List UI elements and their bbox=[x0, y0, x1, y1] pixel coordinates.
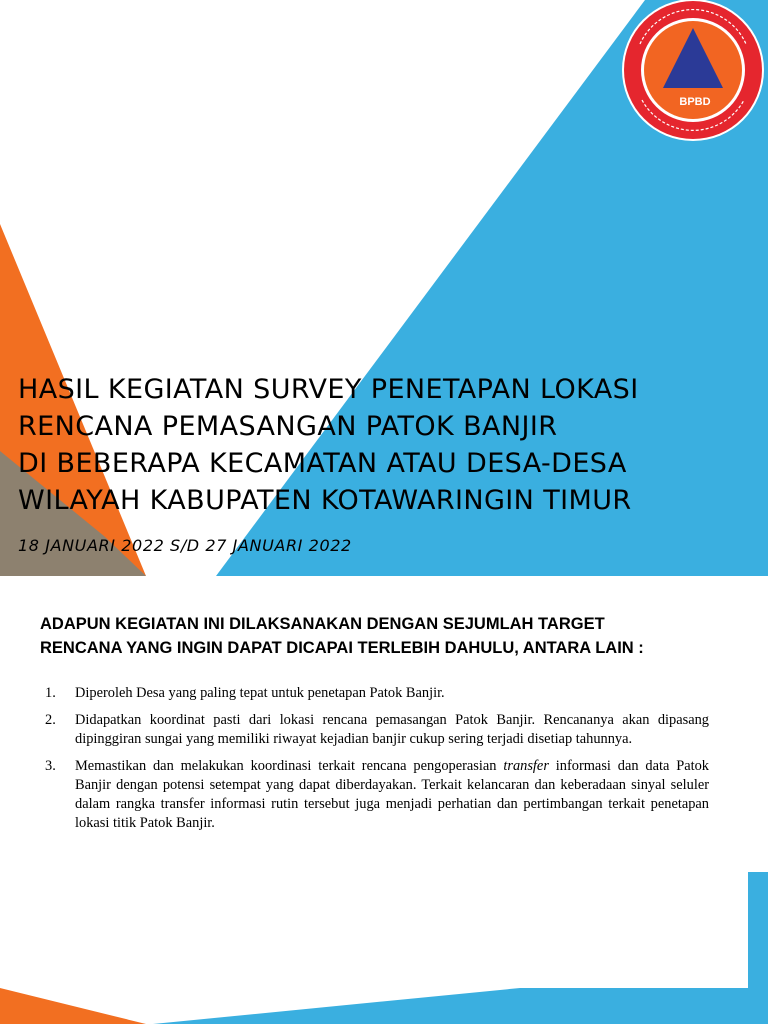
title-line: RENCANA PEMASANGAN PATOK BANJIR bbox=[18, 411, 558, 442]
bpbd-logo bbox=[620, 0, 766, 146]
item-text: Didapatkan koordinat pasti dari lokasi rencana pemasangan Patok Banjir. Rencananya akan dipasang dipinggiran sungai yang memiliki riwayat kejadian banjir cukup sering terjadi disetiap tahunnya. bbox=[75, 712, 709, 747]
right-blue-edge bbox=[748, 872, 768, 1024]
intro-line: ADAPUN KEGIATAN INI DILAKSANAKAN DENGAN SEJUMLAH TARGET bbox=[40, 615, 605, 633]
list-item bbox=[40, 684, 709, 703]
intro-line: RENCANA YANG INGIN DAPAT DICAPAI TERLEBIH DAHULU, ANTARA LAIN : bbox=[40, 639, 644, 657]
content-slide bbox=[0, 576, 768, 1024]
title-line: WILAYAH KABUPATEN KOTAWARINGIN TIMUR bbox=[18, 485, 632, 516]
list-item bbox=[40, 711, 709, 749]
item-text: Diperoleh Desa yang paling tepat untuk penetapan Patok Banjir. bbox=[75, 685, 445, 701]
logo-label: BPBD bbox=[679, 96, 711, 108]
item-number: 1. bbox=[45, 685, 56, 701]
title-line: DI BEBERAPA KECAMATAN ATAU DESA-DESA bbox=[18, 448, 627, 479]
bottom-blue-shape bbox=[153, 988, 768, 1024]
intro-heading bbox=[40, 612, 740, 660]
item-number: 3. bbox=[45, 758, 56, 774]
target-list bbox=[40, 684, 709, 841]
item-text-after: informasi dan data Patok Banjir dengan potensi setempat yang dapat diberdayakan. Terkait kelancaran dan keberadaan sinyal seluler dalam rangka transfer informasi rutin tersebut juga menjadi perhatian dan pertimbangan terkait penetapan lokasi titik Patok Banjir. bbox=[75, 758, 709, 831]
item-text-italic: transfer bbox=[503, 758, 549, 774]
list-item bbox=[40, 757, 709, 833]
item-number: 2. bbox=[45, 712, 56, 728]
title-line: HASIL KEGIATAN SURVEY PENETAPAN LOKASI bbox=[18, 374, 639, 405]
slide-title bbox=[18, 371, 758, 519]
item-text-before: Memastikan dan melakukan koordinasi terkait rencana pengoperasian bbox=[75, 758, 504, 774]
date-range: 18 JANUARI 2022 S/D 27 JANUARI 2022 bbox=[18, 536, 352, 555]
bottom-orange-shape bbox=[0, 988, 146, 1024]
